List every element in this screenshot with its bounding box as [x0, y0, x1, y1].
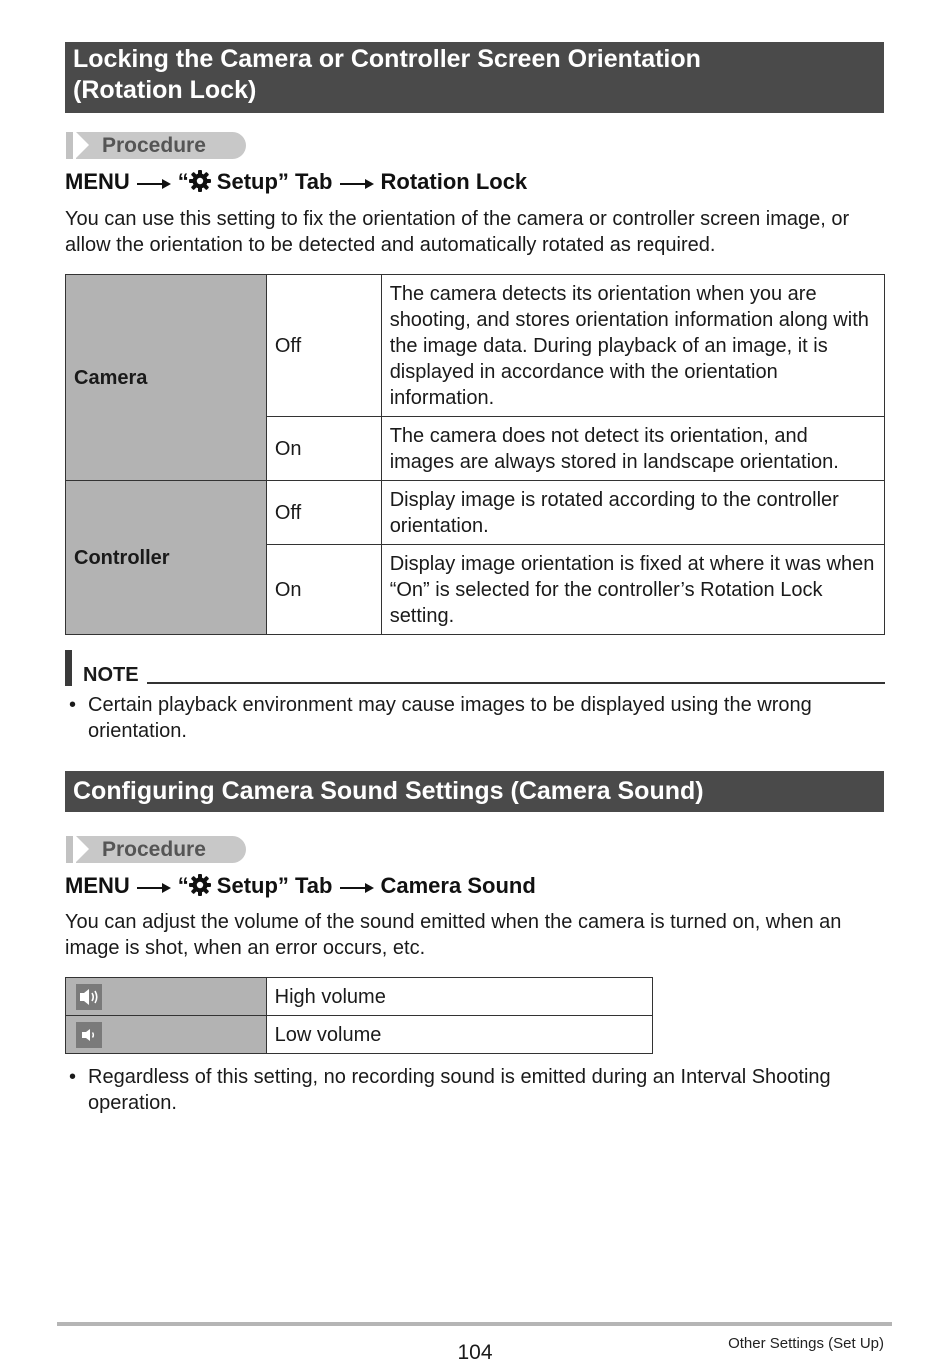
speaker-high-volume-icon	[76, 984, 102, 1010]
sound-bullet-text: Regardless of this setting, no recording sound is emitted during an Interval Shooting operation.	[88, 1066, 831, 1114]
note-label: NOTE	[83, 664, 139, 686]
camera-on-label: On	[266, 417, 381, 481]
intro-rotation-lock: You can use this setting to fix the orientation of the camera or controller screen image, or allow the orientation to be detected and automatically rotated as required.	[65, 208, 850, 256]
menu-label: MENU	[65, 169, 130, 194]
section-title-line-2: (Rotation Lock)	[73, 76, 257, 104]
arrow-right-icon	[137, 873, 171, 901]
row-header-camera: Camera	[66, 275, 267, 481]
camera-off-description: The camera detects its orientation when you are shooting, and stores orientation information along with the image data. During playback of an image, it is displayed in accordance with the orientation information.	[381, 275, 884, 417]
bullet-dot: •	[69, 694, 77, 716]
gear-icon	[189, 874, 211, 896]
note-header	[65, 650, 885, 686]
procedure-pill: Procedure	[76, 132, 246, 159]
procedure-pill: Procedure	[76, 836, 246, 863]
menu-path	[65, 168, 527, 197]
camera-on-description: The camera does not detect its orientation, and images are always stored in landscape orientation.	[381, 417, 884, 481]
speaker-low-volume-icon	[76, 1022, 102, 1048]
camera-sound-table	[65, 977, 653, 1054]
sound-icon-cell	[66, 978, 267, 1016]
arrow-right-icon	[340, 169, 374, 197]
low-volume-label: Low volume	[266, 1016, 652, 1054]
setup-tab-label: Setup” Tab	[216, 873, 333, 898]
gear-icon	[189, 170, 211, 192]
note-rule	[147, 682, 885, 684]
controller-off-description: Display image is rotated according to the controller orientation.	[381, 481, 884, 545]
section-title-line-1: Locking the Camera or Controller Screen Orientation	[73, 45, 701, 73]
procedure-strip	[66, 132, 73, 159]
controller-on-label: On	[266, 545, 381, 635]
footer-section-ref: Other Settings (Set Up)	[728, 1335, 884, 1352]
section-title-camera-sound: Configuring Camera Sound Settings (Camera Sound)	[65, 771, 884, 812]
menu-item-camera-sound: Camera Sound	[380, 873, 536, 898]
sound-icon-cell	[66, 1016, 267, 1054]
note-bar	[65, 650, 72, 686]
controller-on-description: Display image orientation is fixed at where it was when “On” is selected for the controller’s Rotation Lock setting.	[381, 545, 884, 635]
rotation-lock-table	[65, 274, 885, 635]
menu-label: MENU	[65, 873, 130, 898]
controller-off-label: Off	[266, 481, 381, 545]
note-text: Certain playback environment may cause images to be displayed using the wrong orientation.	[88, 694, 812, 742]
footer-rule	[57, 1322, 892, 1326]
camera-off-label: Off	[266, 275, 381, 417]
note-bullet	[65, 692, 885, 744]
page-number: 104	[457, 1341, 493, 1364]
arrow-right-icon	[137, 169, 171, 197]
sound-bullet	[65, 1064, 885, 1116]
section-title-rotation-lock	[65, 42, 884, 113]
menu-item-rotation-lock: Rotation Lock	[380, 169, 528, 194]
arrow-right-icon	[340, 873, 374, 901]
procedure-strip	[66, 836, 73, 863]
procedure-label	[66, 132, 246, 159]
high-volume-label: High volume	[266, 978, 652, 1016]
quote-open: “	[177, 169, 189, 194]
procedure-label	[66, 836, 246, 863]
setup-tab-label: Setup” Tab	[216, 169, 333, 194]
row-header-controller: Controller	[66, 481, 267, 635]
bullet-dot: •	[69, 1066, 77, 1088]
intro-camera-sound: You can adjust the volume of the sound emitted when the camera is turned on, when an image is shot, when an error occurs, etc.	[65, 911, 842, 959]
menu-path	[65, 872, 536, 901]
quote-open: “	[177, 873, 189, 898]
